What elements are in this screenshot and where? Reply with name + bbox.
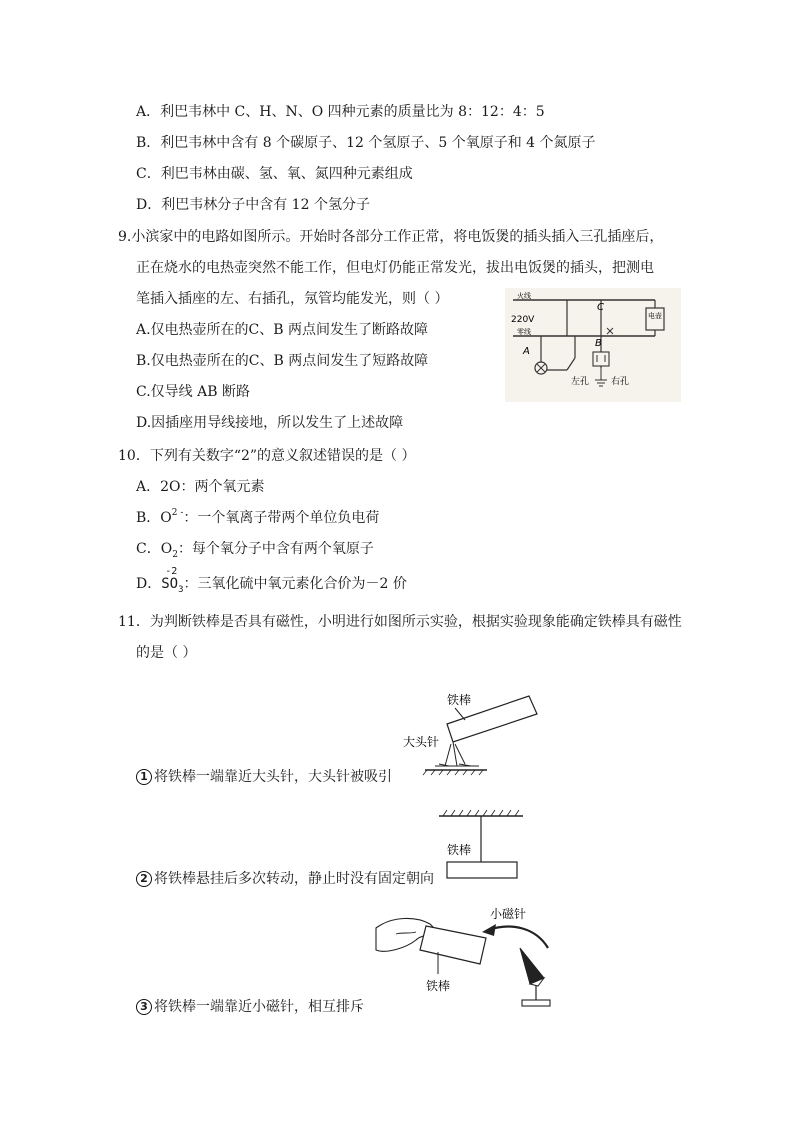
q8-option-d: D．利巴韦林分子中含有 12 个氢分子 <box>136 197 370 213</box>
socket-icon <box>593 352 609 366</box>
needle-label: 小磁针 <box>490 907 527 921</box>
q9-option-c: C.仅导线 AB 断路 <box>136 384 250 400</box>
q9-option-a: A.仅电热壶所在的C、B 两点间发生了断路故障 <box>136 322 429 338</box>
fire-wire-label: 火线 <box>517 292 531 300</box>
point-a-label: A <box>523 346 530 357</box>
ion-charge: 2 - <box>171 508 184 518</box>
experiment1-figure <box>395 686 545 776</box>
circuit-diagram <box>505 288 681 402</box>
valence-mark: -2 <box>165 566 178 577</box>
circled-number-3: 3 <box>136 999 152 1015</box>
experiment3-text: 3 将铁棒一端靠近小磁针，相互排斥 <box>136 997 364 1017</box>
left-hole-label: 左孔 <box>571 377 590 387</box>
right-hole-label: 右孔 <box>611 377 630 387</box>
experiment2-text: 2 将铁棒悬挂后多次转动，静止时没有固定朝向 <box>136 869 434 889</box>
magnetic-needle-icon <box>520 948 544 984</box>
pin-label: 大头针 <box>403 735 440 749</box>
q11-stem-line1: 11．为判断铁棒是否具有磁性，小明进行如图所示实验，根据实验现象能确定铁棒具有磁性 <box>118 614 682 630</box>
experiment3-figure <box>372 904 562 1012</box>
q9-option-b: B.仅电热壶所在的C、B 两点间发生了短路故障 <box>136 353 429 369</box>
experiment2-figure <box>435 808 525 884</box>
circled-number-2: 2 <box>136 871 152 887</box>
q10-option-b: B．$O^{2 -}$：一个氧离子带两个单位负电荷 <box>136 508 380 526</box>
q9-stem-line2: 正在烧水的电热壶突然不能工作，但电灯仍能正常发光，拔出电饭煲的插头，把测电 <box>136 260 654 276</box>
voltage-label: 220V <box>511 315 535 325</box>
iron-rod-label-1: 铁棒 <box>447 693 472 707</box>
iron-rod-label-3: 铁棒 <box>426 979 451 993</box>
q9-stem-line1: 9.小滨家中的电路如图所示。开始时各部分工作正常，将电饭煲的插头插入三孔插座后， <box>118 229 664 245</box>
q8-option-a: A．利巴韦林中 C、H、N、O 四种元素的质量比为 8：12：4：5 <box>136 104 545 120</box>
q10-option-a: A．2O：两个氧元素 <box>136 479 265 495</box>
q10-option-d: D． -2 $SO_3$：三氧化硫中氧元素化合价为－2 价 <box>136 574 407 596</box>
point-c-label: C <box>597 302 604 313</box>
point-b-label: B <box>595 338 602 349</box>
circled-number-1: 1 <box>136 769 152 785</box>
q8-option-c: C．利巴韦林由碳、氢、氧、氮四种元素组成 <box>136 166 413 182</box>
experiment1-text: 1 将铁棒一端靠近大头针，大头针被吸引 <box>136 767 392 787</box>
q9-option-d: D.因插座用导线接地，所以发生了上述故障 <box>136 415 404 431</box>
so3-formula: -2 $SO_3$ <box>161 574 183 596</box>
q8-option-b: B．利巴韦林中含有 8 个碳原子、12 个氢原子、5 个氧原子和 4 个氮原子 <box>136 135 596 151</box>
kettle-label: 电壶 <box>648 312 662 320</box>
q9-stem-line3: 笔插入插座的左、右插孔，氖管均能发光，则（ ） <box>136 291 449 307</box>
iron-rod-label-2: 铁棒 <box>447 843 472 857</box>
neutral-wire-label: 零线 <box>517 328 531 336</box>
q11-stem-line2: 的是（ ） <box>136 645 197 661</box>
q10-stem: 10．下列有关数字“2”的意义叙述错误的是（ ） <box>118 448 416 464</box>
q10-option-c: C．$O_2$：每个氧分子中含有两个氧原子 <box>136 541 374 560</box>
